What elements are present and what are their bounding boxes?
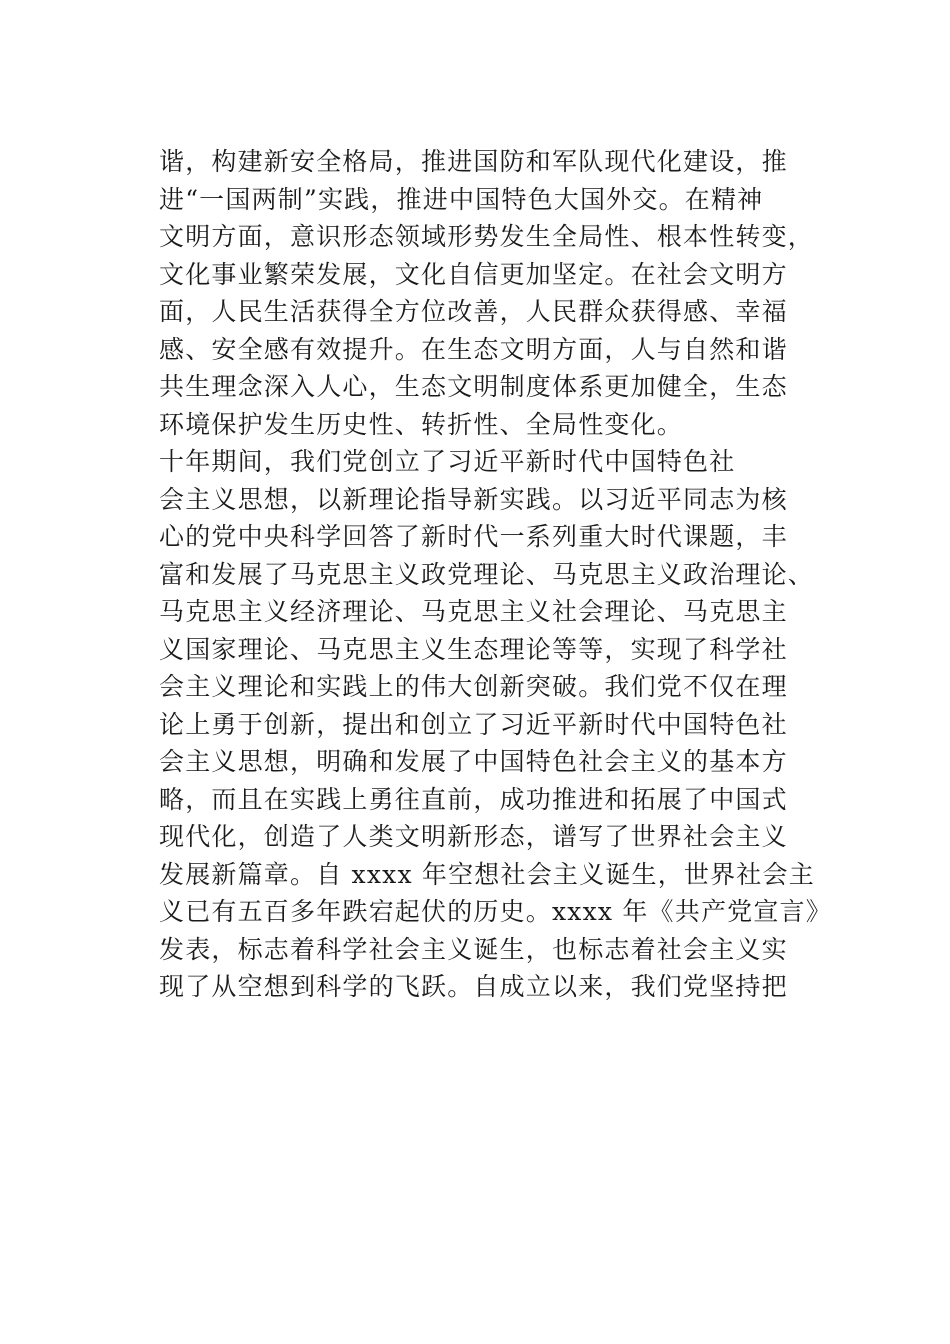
- text-line: 谐，构建新安全格局，推进国防和军队现代化建设，推: [159, 147, 788, 176]
- text-line: 感、安全感有效提升。在生态文明方面，人与自然和谐: [159, 334, 788, 364]
- text-line: 共生理念深入人心，生态文明制度体系更加健全，生态: [159, 372, 788, 401]
- body-text: [159, 143, 832, 1006]
- text-line: 会主义思想，以新理论指导新实践。以习近平同志为核: [159, 484, 788, 514]
- text-line: 面，人民生活获得全方位改善，人民群众获得感、幸福: [159, 297, 788, 326]
- text-line: 论上勇于创新，提出和创立了习近平新时代中国特色社: [159, 709, 788, 739]
- text-line: 发展新篇章。自 xxxx 年空想社会主义诞生，世界社会主: [159, 859, 815, 889]
- text-line: 发表，标志着科学社会主义诞生，也标志着社会主义实: [159, 934, 788, 964]
- text-line: 义已有五百多年跌宕起伏的历史。xxxx 年《共产党宣言》: [159, 897, 832, 926]
- text-line: 现了从空想到科学的飞跃。自成立以来，我们党坚持把: [159, 972, 788, 1001]
- text-line: 会主义理论和实践上的伟大创新突破。我们党不仅在理: [159, 672, 788, 701]
- text-line: 义国家理论、马克思主义生态理论等等，实现了科学社: [159, 634, 788, 664]
- text-line: 富和发展了马克思主义政党理论、马克思主义政治理论、: [159, 559, 815, 589]
- text-line: 十年期间，我们党创立了习近平新时代中国特色社: [159, 447, 736, 476]
- text-line: 文化事业繁荣发展，文化自信更加坚定。在社会文明方: [159, 259, 788, 289]
- text-line: 会主义思想，明确和发展了中国特色社会主义的基本方: [159, 747, 788, 776]
- text-line: 略，而且在实践上勇往直前，成功推进和拓展了中国式: [159, 784, 788, 814]
- text-line: 现代化，创造了人类文明新形态，谱写了世界社会主义: [159, 822, 788, 851]
- text-line: 马克思主义经济理论、马克思主义社会理论、马克思主: [159, 597, 788, 626]
- text-line: 进“一国两制”实践，推进中国特色大国外交。在精神: [159, 184, 764, 214]
- text-line: 环境保护发生历史性、转折性、全局性变化。: [159, 409, 684, 439]
- text-line: 心的党中央科学回答了新时代一系列重大时代课题，丰: [159, 522, 788, 551]
- text-line: 文明方面，意识形态领域形势发生全局性、根本性转变，: [159, 222, 815, 251]
